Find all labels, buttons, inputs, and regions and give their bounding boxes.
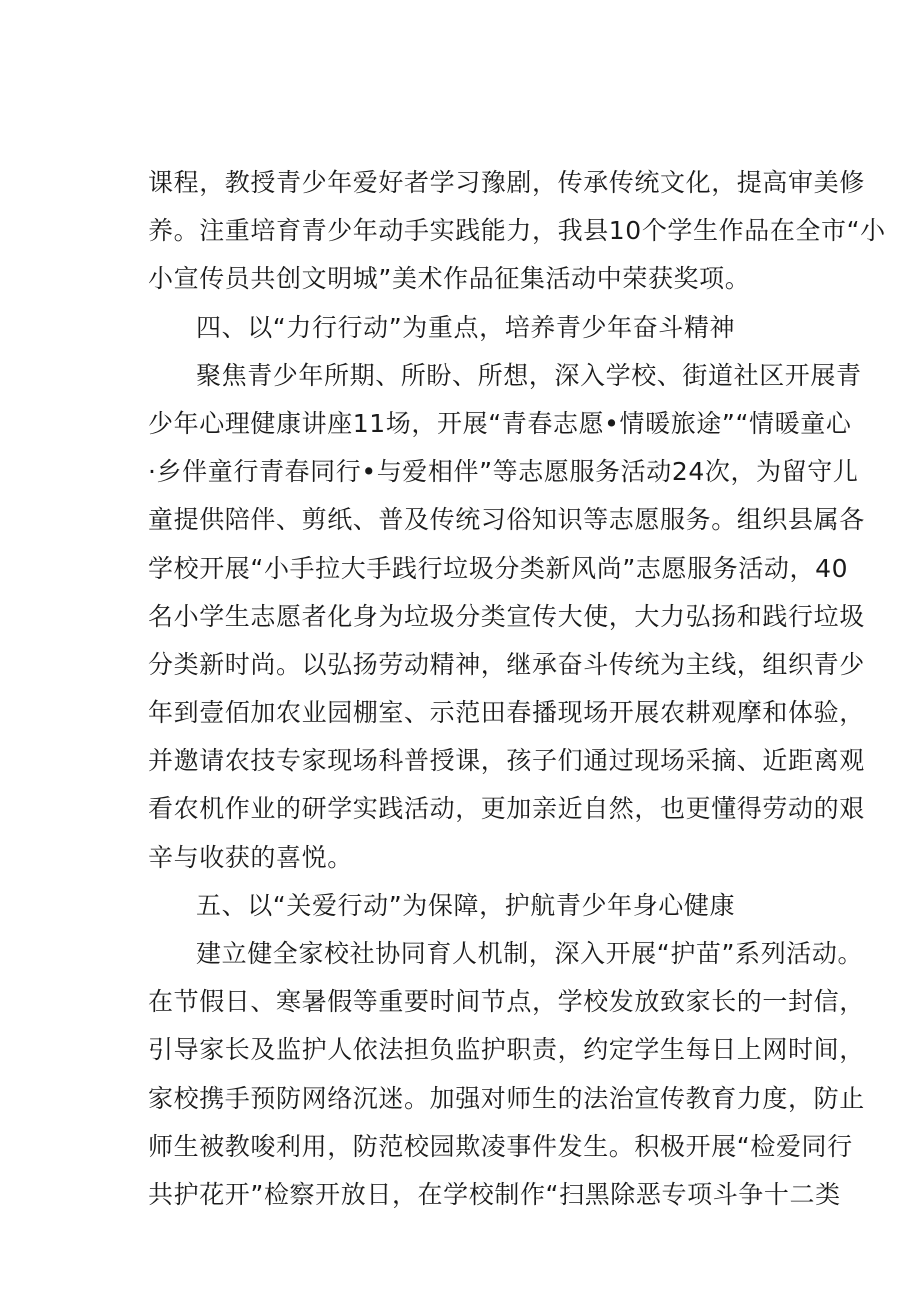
text-line: 学校开展“小手拉大手践行垃圾分类新风尚”志愿服务活动，40 <box>148 553 849 583</box>
text-line: 共护花开”检察开放日，在学校制作“扫黑除恶专项斗争十二类 <box>148 1179 841 1209</box>
text-line: 建立健全家校社协同育人机制，深入开展“护苗”系列活动。 <box>196 939 864 968</box>
text-line: 聚焦青少年所期、所盼、所想，深入学校、街道社区开展青 <box>196 360 862 390</box>
text-line: 辛与收获的喜悦。 <box>148 842 353 872</box>
text-line: 小宣传员共创文明城”美术作品征集活动中荣获奖项。 <box>148 264 751 294</box>
text-line: 在节假日、寒暑假等重要时间节点，学校发放致家长的一封信， <box>148 987 865 1017</box>
text-line: 看农机作业的研学实践活动，更加亲近自然，也更懂得劳动的艰 <box>148 794 865 824</box>
document-body <box>148 159 886 1219</box>
text-line: 引导家长及监护人依法担负监护职责，约定学生每日上网时间， <box>148 1035 865 1065</box>
text-line: 师生被教唆利用，防范校园欺凌事件发生。积极开展“检爱同行 <box>148 1131 853 1161</box>
text-line: 课程，教授青少年爱好者学习豫剧，传承传统文化，提高审美修 <box>148 168 865 197</box>
text-line: 家校携手预防网络沉迷。加强对师生的法治宣传教育力度，防止 <box>148 1083 865 1113</box>
text-line: ·乡伴童行青春同行•与爱相伴”等志愿服务活动24次，为留守儿 <box>148 457 859 487</box>
text-line: 少年心理健康讲座11场，开展“青春志愿•情暖旅途”“情暖童心 <box>148 408 852 438</box>
text-line: 年到壹佰加农业园棚室、示范田春播现场开展农耕观摩和体验， <box>148 698 865 728</box>
text-line: 童提供陪伴、剪纸、普及传统习俗知识等志愿服务。组织县属各 <box>148 505 865 535</box>
section-heading-five: 五、以“关爱行动”为保障，护航青少年身心健康 <box>196 890 736 920</box>
text-line: 分类新时尚。以弘扬劳动精神，继承奋斗传统为主线，组织青少 <box>148 649 865 679</box>
text-line: 养。注重培育青少年动手实践能力，我县10个学生作品在全市“小 <box>148 216 886 246</box>
text-line: 名小学生志愿者化身为垃圾分类宣传大使，大力弘扬和践行垃圾 <box>148 601 865 631</box>
section-heading-four: 四、以“力行行动”为重点，培养青少年奋斗精神 <box>196 312 736 342</box>
text-line: 并邀请农技专家现场科普授课，孩子们通过现场采摘、近距离观 <box>148 746 865 776</box>
